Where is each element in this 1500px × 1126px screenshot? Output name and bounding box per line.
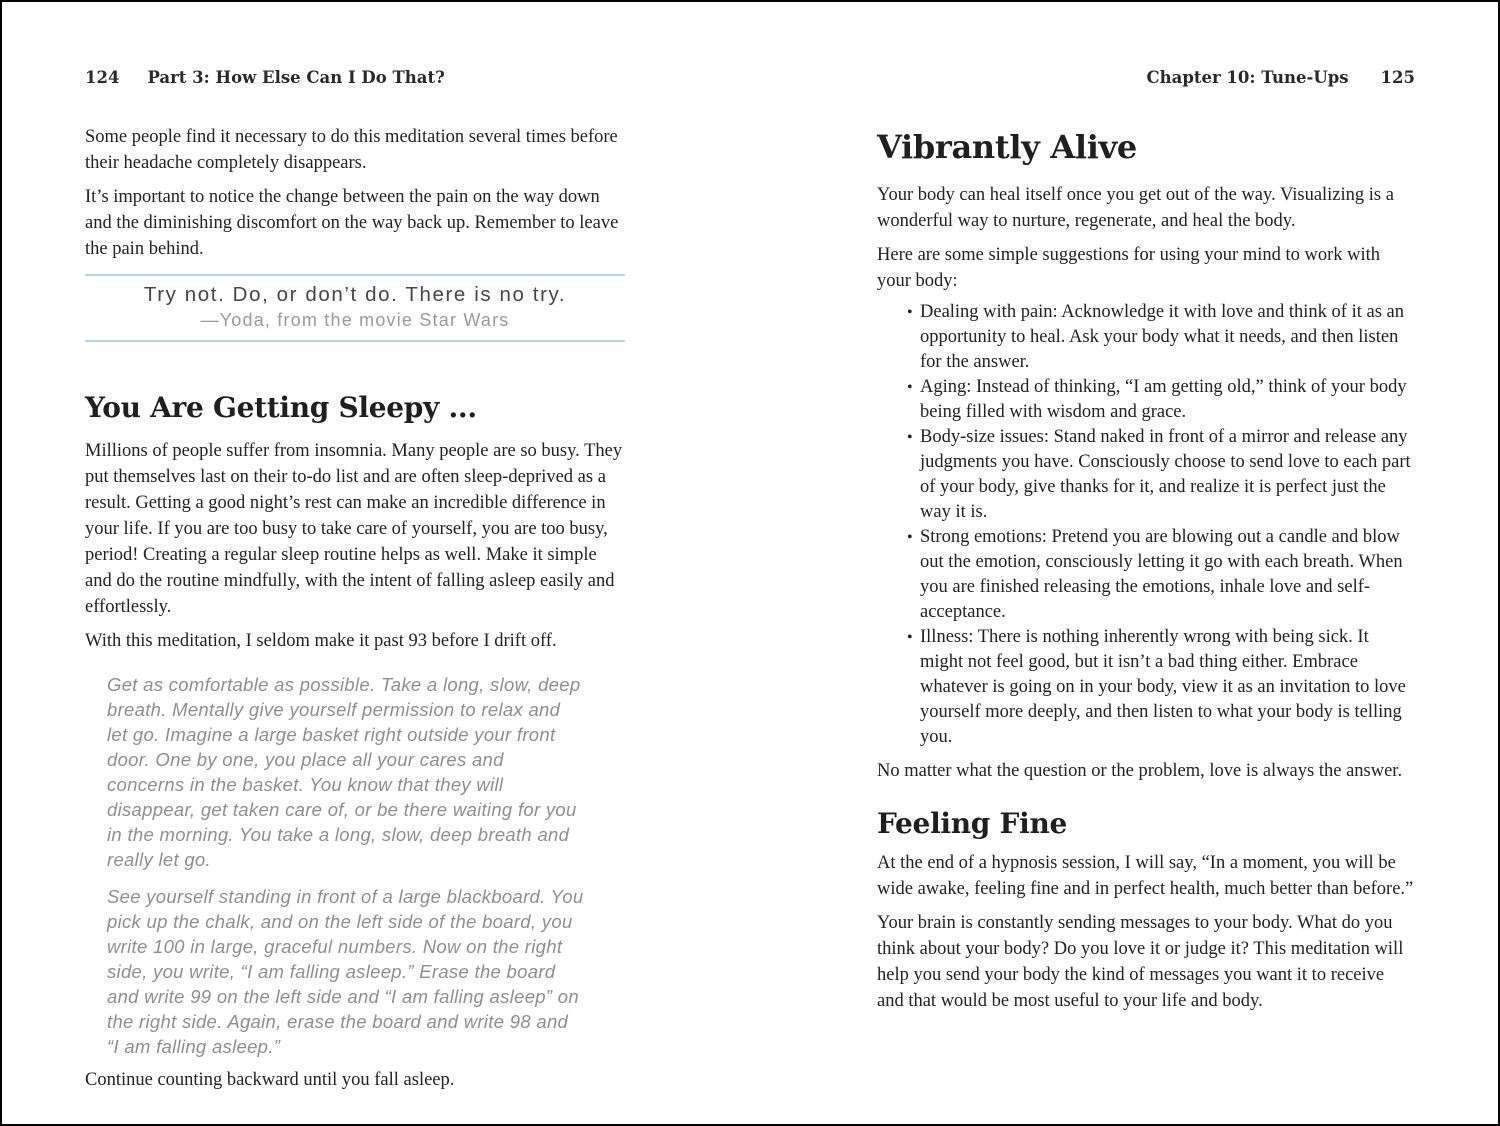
meditation-script-paragraph: Get as comfortable as possible. Take a long, slow, deep breath. Mentally give yourself permission to relax and let go. Imagine a large basket right outside your front door. One by one, you place all your cares and concerns in the basket. You know that they will disappear, get taken care of, or be there waiting for you in the morning. You take a long, slow, deep breath and really let go. [107, 674, 581, 870]
paragraph: It’s important to notice the change between the pain on the way down and the diminishing discomfort on the way back up. Remember to leave the pain behind. [85, 187, 619, 259]
left-page-header [85, 68, 625, 88]
paragraph: At the end of a hypnosis session, I will say, “In a moment, you will be wide awake, feeling fine and in perfect health, much better than before.” [877, 853, 1414, 899]
suggestions-list [877, 300, 1415, 750]
paragraph: Your brain is constantly sending messages to your body. What do you think about your body? Do you love it or judge it? This meditation will help you send your body the kind of messages you want it to receive and that would be most useful to your life and body. [877, 913, 1404, 1011]
paragraph: Millions of people suffer from insomnia. Many people are so busy. They put themselves last on their to-do list and are often sleep-deprived as a result. Getting a good night’s rest can make an incredible difference in your life. If you are too busy to take care of yourself, you are too busy, period! Creating a regular sleep routine helps as well. Make it simple and do the routine mindfully, with the intent of falling asleep easily and effortlessly. [85, 441, 623, 617]
left-page [85, 68, 625, 1093]
right-running-head: Chapter 10: Tune-Ups [1146, 68, 1349, 87]
paragraph: No matter what the question or the problem, love is always the answer. [877, 761, 1403, 781]
left-running-head: Part 3: How Else Can I Do That? [147, 68, 445, 87]
right-page-header [877, 68, 1415, 88]
right-page-number: 125 [1380, 68, 1415, 87]
list-item: • Aging: Instead of thinking, “I am getting old,” think of your body being filled with wisdom and grace. [877, 375, 1415, 425]
paragraph: Continue counting backward until you fall asleep. [85, 1070, 455, 1090]
pull-quote-attribution: —Yoda, from the movie Star Wars [200, 310, 510, 330]
section-heading-sleepy: You Are Getting Sleepy ... [85, 391, 477, 424]
list-item: • Illness: There is nothing inherently wrong with being sick. It might not feel good, but it isn’t a bad thing either. Embrace whatever is going on in your body, view it as an invitation to love yourself more deeply, and then listen to what your body is telling you. [877, 625, 1415, 750]
list-item: • Body-size issues: Stand naked in front of a mirror and release any judgments you have. Consciously choose to send love to each part of your body, give thanks for it, and realize it is perfect just the way it is. [877, 425, 1415, 525]
pull-quote-block [85, 274, 625, 342]
paragraph: With this meditation, I seldom make it past 93 before I drift off. [85, 631, 557, 651]
left-page-number: 124 [85, 68, 120, 87]
list-item: • Dealing with pain: Acknowledge it with love and think of it as an opportunity to heal. Ask your body what it needs, and then listen for the answer. [877, 300, 1415, 375]
paragraph: Some people find it necessary to do this meditation several times before their headache completely disappears. [85, 127, 618, 173]
paragraph: Here are some simple suggestions for using your mind to work with your body: [877, 245, 1381, 291]
chapter-section-title: Vibrantly Alive [877, 128, 1137, 166]
pull-quote-text: Try not. Do, or don’t do. There is no try. [143, 283, 567, 306]
paragraph: Your body can heal itself once you get out of the way. Visualizing is a wonderful way to nurture, regenerate, and heal the body. [877, 185, 1394, 231]
section-heading-feeling-fine: Feeling Fine [877, 807, 1068, 840]
list-item: • Strong emotions: Pretend you are blowing out a candle and blow out the emotion, consciously letting it go with each breath. When you are finished releasing the emotions, inhale love and self-acceptance. [877, 525, 1415, 625]
meditation-script-paragraph: See yourself standing in front of a large blackboard. You pick up the chalk, and on the left side of the board, you write 100 in large, graceful numbers. Now on the right side, you write, “I am falling asleep.” Erase the board and write 99 on the left side and “I am falling asleep” on the right side. Again, erase the board and write 98 and “I am falling asleep.” [107, 886, 584, 1057]
right-page [877, 68, 1415, 1014]
